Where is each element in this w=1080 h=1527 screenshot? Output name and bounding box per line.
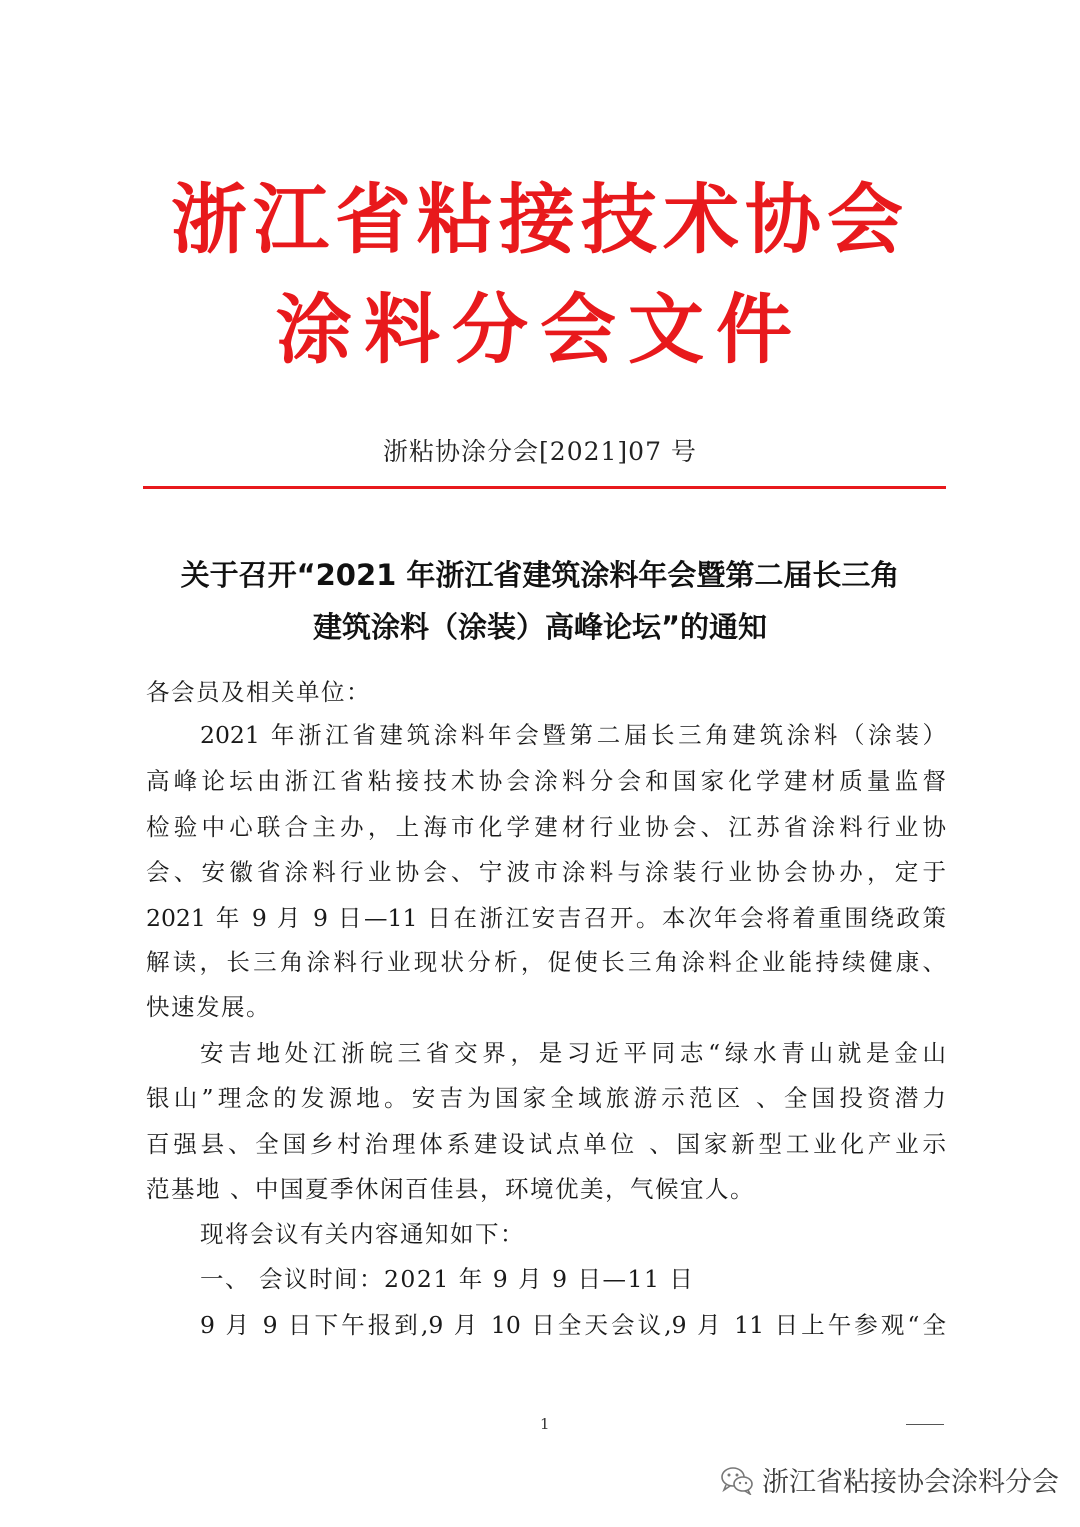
paragraph-1-line: 检验中心联合主办，上海市化学建材行业协会、江苏省涂料行业协 [146, 813, 946, 841]
red-divider-rule [143, 486, 946, 489]
header-title-line1: 浙江省粘接技术协会 [171, 175, 909, 264]
paragraph-1-line: 2021 年浙江省建筑涂料年会暨第二届长三角建筑涂料（涂装） [200, 721, 946, 749]
watermark-text: 浙江省粘接协会涂料分会 [762, 1467, 1059, 1498]
paragraph-2-line: 银山”理念的发源地。安吉为国家全域旅游示范区 、全国投资潜力 [146, 1084, 946, 1112]
paragraph-1-line: 解读，长三角涂料行业现状分析，促使长三角涂料企业能持续健康、 [146, 948, 946, 976]
page-number: 1 [540, 1415, 550, 1433]
page-dash [906, 1424, 944, 1425]
paragraph-1-line: 高峰论坛由浙江省粘接技术协会涂料分会和国家化学建材质量监督 [146, 767, 946, 795]
paragraph-2-line: 百强县、全国乡村治理体系建设试点单位 、国家新型工业化产业示 [146, 1130, 946, 1158]
document-number: 浙粘协涂分会[2021]07 号 [383, 437, 697, 466]
wechat-icon [720, 1465, 754, 1495]
paragraph-2-line: 范基地 、中国夏季休闲百佳县，环境优美，气候宜人。 [146, 1175, 755, 1203]
notice-title-line2: 建筑涂料（涂装）高峰论坛”的通知 [312, 610, 768, 644]
paragraph-3: 现将会议有关内容通知如下： [200, 1220, 525, 1248]
notice-title-line1: 关于召开“2021 年浙江省建筑涂料年会暨第二届长三角 [180, 558, 900, 592]
paragraph-1-line: 2021 年 9 月 9 日—11 日在浙江安吉召开。本次年会将着重围绕政策 [146, 904, 946, 932]
wechat-watermark [720, 1460, 1059, 1499]
paragraph-1-line: 会、安徽省涂料行业协会、宁波市涂料与涂装行业协会协办，定于 [146, 858, 946, 886]
section-item-1: 一、 会议时间：2021 年 9 月 9 日—11 日 [200, 1265, 695, 1293]
salutation: 各会员及相关单位： [146, 678, 371, 706]
header-title-line2: 涂料分会文件 [276, 285, 804, 374]
paragraph-1-line: 快速发展。 [146, 993, 271, 1021]
paragraph-2-line: 安吉地处江浙皖三省交界，是习近平同志“绿水青山就是金山 [200, 1039, 946, 1067]
paragraph-4: 9 月 9 日下午报到,9 月 10 日全天会议,9 月 11 日上午参观“全 [200, 1311, 946, 1339]
